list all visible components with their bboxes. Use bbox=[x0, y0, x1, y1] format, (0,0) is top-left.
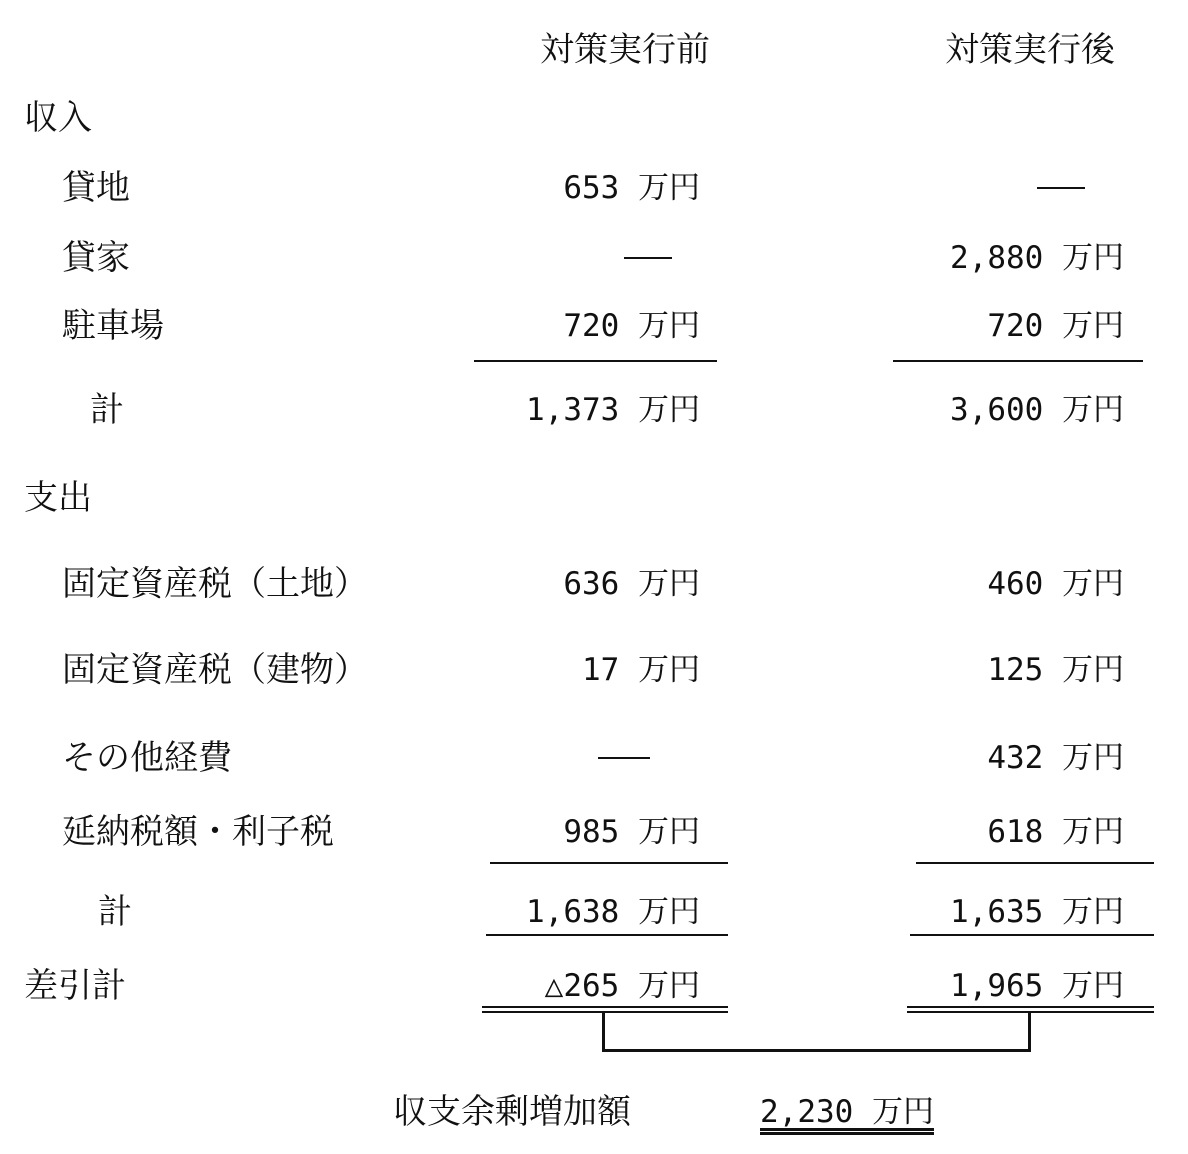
expense-row-after: 432 万円 bbox=[987, 740, 1124, 776]
net-before: △265 万円 bbox=[544, 968, 700, 1004]
income-row-label: 貸地 bbox=[62, 168, 130, 208]
income-total-before: 1,373 万円 bbox=[526, 392, 700, 428]
net-double-rule-before bbox=[482, 1006, 728, 1013]
increase-value: 2,230 万円 bbox=[760, 1094, 934, 1130]
increase-label: 収支余剰増加額 bbox=[393, 1092, 631, 1132]
expense-total-rule-after bbox=[910, 934, 1154, 936]
net-double-rule-after bbox=[907, 1006, 1154, 1013]
expense-sum-rule-before bbox=[490, 862, 728, 864]
income-row-label: 駐車場 bbox=[62, 306, 164, 346]
income-row-before-dash bbox=[624, 257, 672, 259]
expense-title: 支出 bbox=[24, 478, 92, 518]
income-sum-rule-after bbox=[893, 360, 1143, 362]
expense-row-label: 固定資産税（建物） bbox=[62, 650, 368, 690]
income-row-before: 720 万円 bbox=[563, 308, 700, 344]
net-after: 1,965 万円 bbox=[950, 968, 1124, 1004]
income-row-label: 貸家 bbox=[62, 238, 130, 278]
expense-row-before: 985 万円 bbox=[563, 814, 700, 850]
expense-row-label: 固定資産税（土地） bbox=[62, 564, 368, 604]
expense-row-label: その他経費 bbox=[62, 738, 232, 778]
expense-row-before: 17 万円 bbox=[582, 652, 700, 688]
income-total-label: 計 bbox=[90, 390, 124, 430]
income-sum-rule-before bbox=[474, 360, 717, 362]
income-row-after: 720 万円 bbox=[987, 308, 1124, 344]
expense-total-label: 計 bbox=[98, 892, 132, 932]
expense-total-after: 1,635 万円 bbox=[950, 894, 1124, 930]
expense-total-before: 1,638 万円 bbox=[526, 894, 700, 930]
net-label: 差引計 bbox=[24, 966, 126, 1006]
connector-bottom bbox=[602, 1049, 1031, 1052]
expense-sum-rule-after bbox=[916, 862, 1154, 864]
header-after: 対策実行後 bbox=[945, 30, 1115, 70]
expense-row-after: 460 万円 bbox=[987, 566, 1124, 602]
income-total-after: 3,600 万円 bbox=[950, 392, 1124, 428]
connector-right bbox=[1028, 1013, 1031, 1052]
expense-row-label: 延納税額・利子税 bbox=[62, 812, 334, 852]
connector-left bbox=[602, 1013, 605, 1052]
income-row-after: 2,880 万円 bbox=[950, 240, 1124, 276]
expense-row-after: 125 万円 bbox=[987, 652, 1124, 688]
expense-total-rule-before bbox=[486, 934, 728, 936]
income-row-before: 653 万円 bbox=[563, 170, 700, 206]
expense-row-before-dash bbox=[598, 757, 650, 759]
header-before: 対策実行前 bbox=[540, 30, 710, 70]
income-title: 収入 bbox=[24, 98, 92, 138]
expense-row-after: 618 万円 bbox=[987, 814, 1124, 850]
expense-row-before: 636 万円 bbox=[563, 566, 700, 602]
income-row-after-dash bbox=[1037, 187, 1085, 189]
